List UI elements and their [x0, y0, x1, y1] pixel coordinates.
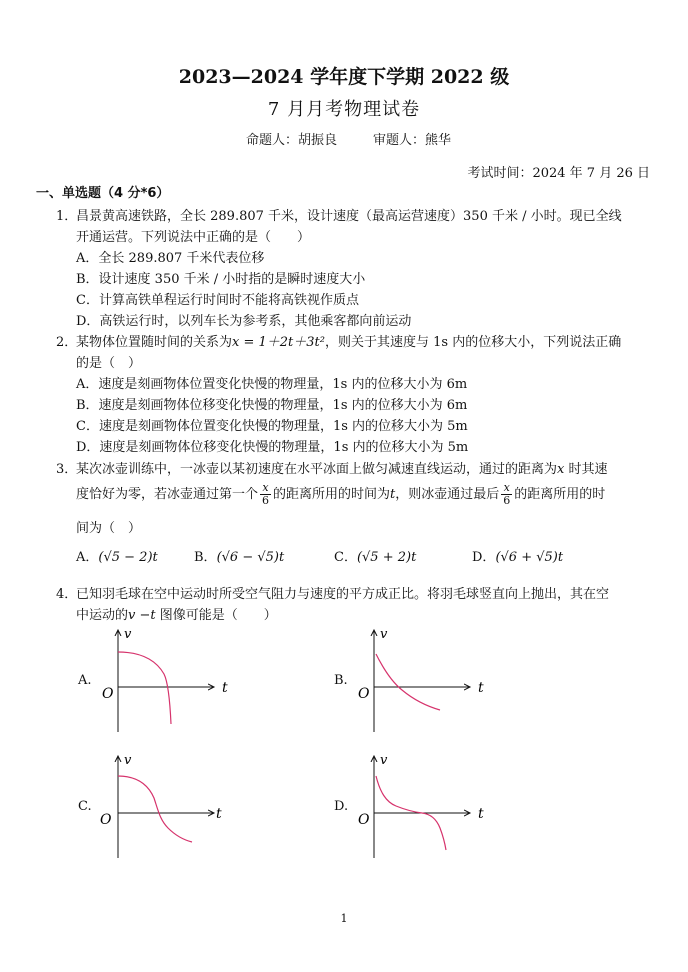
- graph-c[interactable]: [96, 748, 266, 863]
- graph-b-axis-t: t: [478, 680, 484, 696]
- graph-b-origin: O: [358, 686, 370, 702]
- graph-b-label[interactable]: B.: [334, 673, 348, 688]
- q3-frac-den-2: 6: [503, 494, 511, 507]
- q1-number: 1．: [56, 209, 78, 224]
- q2-stem-line1: [76, 331, 621, 350]
- q2-equation: x = 1＋2t＋3t²: [232, 335, 325, 350]
- q3-x-var: x: [557, 462, 565, 477]
- graph-a-axis-t: t: [222, 680, 228, 696]
- page-number: 1: [340, 912, 348, 925]
- graph-c-origin: O: [100, 812, 112, 828]
- graph-d[interactable]: [352, 748, 522, 863]
- graph-d-axis-t: t: [478, 806, 484, 822]
- q2-number: 2．: [56, 335, 78, 350]
- q1-stem-line2: 开通运营。下列说法中正确的是（ ）: [76, 230, 311, 245]
- q3-option-d-label: D．: [472, 550, 496, 565]
- q2-option-b[interactable]: B．速度是刻画物体位移变化快慢的物理量，1s 内的位移大小为 6m: [76, 398, 468, 413]
- q3-option-b-expr: (√6 − √5)t: [216, 550, 285, 565]
- graph-b-axis-v: v: [380, 627, 388, 642]
- graph-a-curve: [118, 652, 171, 724]
- q3-stem-post: 时其速: [564, 462, 608, 477]
- q3-option-a-label: A．: [76, 550, 99, 565]
- graph-d-axis-v: v: [380, 753, 388, 768]
- q3-stem-b: 的距离所用的时间为: [273, 487, 391, 502]
- q4-stem-pre: 中运动的: [76, 608, 129, 623]
- exam-time: 考试时间：2024 年 7 月 26 日: [467, 166, 650, 181]
- graph-a-origin: O: [102, 686, 114, 702]
- q3-stem-line1: [76, 458, 608, 477]
- q3-stem-c: ，则冰壶通过最后: [395, 487, 500, 502]
- graph-c-curve: [118, 776, 192, 842]
- q3-frac-num-2: x: [501, 482, 512, 495]
- graph-d-origin: O: [358, 812, 370, 828]
- q3-option-a-expr: (√5 − 2)t: [98, 550, 158, 565]
- q3-stem-a: 度恰好为零，若冰壶通过第一个: [76, 487, 259, 502]
- exam-title-line1: 2023—2024 学年度下学期 2022 级: [178, 66, 510, 88]
- q4-stem-post: 图像可能是（ ）: [155, 608, 277, 623]
- q3-fraction-last: [501, 482, 512, 507]
- q1-option-b[interactable]: B．设计速度 350 千米 / 小时指的是瞬时速度大小: [76, 272, 366, 287]
- q1-option-d[interactable]: D．高铁运行时，以列车长为参考系，其他乘客都向前运动: [76, 314, 412, 329]
- q3-option-d[interactable]: [472, 546, 563, 565]
- q2-stem-pre: 某物体位置随时间的关系为: [76, 335, 233, 350]
- q3-frac-den: 6: [262, 494, 270, 507]
- q3-stem-pre: 某次冰壶训练中，一冰壶以某初速度在水平冰面上做匀减速直线运动，通过的距离为: [76, 462, 558, 477]
- q1-option-c[interactable]: C．计算高铁单程运行时间时不能将高铁视作质点: [76, 293, 359, 308]
- q2-stem-line2: 的是（ ）: [76, 356, 142, 371]
- q3-option-c-label: C．: [334, 550, 357, 565]
- reviewer: 审题人：熊华: [373, 133, 452, 148]
- q2-option-a[interactable]: A．速度是刻画物体位置变化快慢的物理量，1s 内的位移大小为 6m: [76, 377, 468, 392]
- exam-title-line2: 7 月月考物理试卷: [267, 99, 421, 120]
- q3-option-c-expr: (√5 + 2)t: [356, 550, 417, 565]
- q3-stem-line3: 间为（ ）: [76, 521, 142, 536]
- q3-stem-line2: [76, 482, 605, 507]
- graph-c-label[interactable]: C.: [78, 799, 92, 814]
- graph-c-axis-t: t: [216, 806, 222, 822]
- graph-b[interactable]: [352, 622, 522, 737]
- q3-number: 3．: [56, 462, 78, 477]
- graph-c-axis-v: v: [124, 753, 132, 768]
- graph-a-axis-v: v: [124, 627, 132, 642]
- q3-option-d-expr: (√6 + √5)t: [495, 550, 564, 565]
- q3-option-b-label: B．: [194, 550, 217, 565]
- q3-option-a[interactable]: [76, 546, 158, 565]
- q4-vt: v −t: [128, 608, 156, 623]
- q3-frac-num: x: [260, 482, 271, 495]
- q3-option-b[interactable]: [194, 546, 284, 565]
- graph-a-label[interactable]: A.: [78, 673, 92, 688]
- graph-d-label[interactable]: D.: [334, 799, 349, 814]
- q4-stem-line1: 已知羽毛球在空中运动时所受空气阻力与速度的平方成正比。将羽毛球竖直向上抛出，其在空: [76, 587, 610, 602]
- q2-option-d[interactable]: D．速度是刻画物体位移变化快慢的物理量，1s 内的位移大小为 5m: [76, 440, 469, 455]
- section-title: 一、单选题（4 分*6）: [36, 186, 170, 201]
- q4-stem-line2: [76, 604, 277, 623]
- q3-t-var: t: [390, 487, 396, 502]
- q3-fraction-first: [260, 482, 271, 507]
- q4-number: 4．: [56, 587, 78, 602]
- q3-stem-d: 的距离所用的时: [514, 487, 606, 502]
- q3-option-c[interactable]: [334, 546, 416, 565]
- q2-option-c[interactable]: C．速度是刻画物体位置变化快慢的物理量，1s 内的位移大小为 5m: [76, 419, 468, 434]
- q2-stem-post: ，则关于其速度与 1s 内的位移大小，下列说法正确: [324, 335, 622, 350]
- q1-option-a[interactable]: A．全长 289.807 千米代表位移: [76, 251, 265, 266]
- q1-stem-line1: 昌景黄高速铁路，全长 289.807 千米，设计速度（最高运营速度）350 千米 / 小时。现已全线: [76, 209, 622, 224]
- author: 命题人：胡振良: [246, 133, 338, 148]
- authors-line: [246, 129, 451, 148]
- graph-b-curve: [376, 654, 440, 710]
- graph-a[interactable]: [96, 622, 266, 737]
